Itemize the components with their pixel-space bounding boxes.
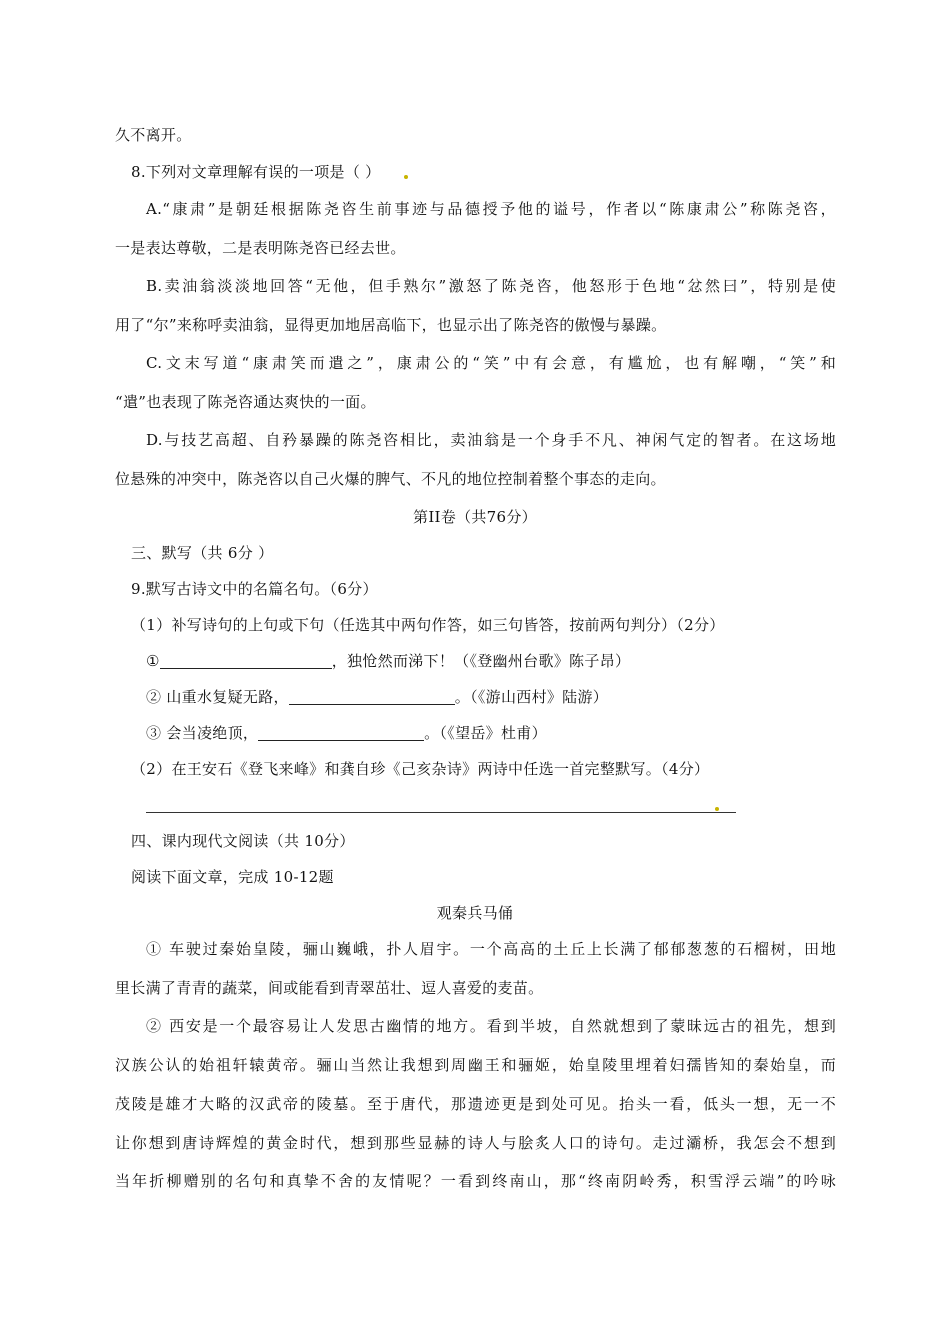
- question-8-stem: 8.下列对文章理解有误的一项是（ ）: [131, 163, 381, 181]
- option-d-line-2: 位悬殊的冲突中，陈尧咨以自己火爆的脾气、不凡的地位控制着整个事态的走向。: [115, 470, 666, 488]
- reading-instruction: 阅读下面文章，完成 10-12题: [131, 868, 334, 886]
- paragraph-2-line-2: 汉族公认的始祖轩辕黄帝。骊山当然让我想到周幽王和骊姬，始皇陵里埋着妇孺皆知的秦始皇，而: [115, 1056, 836, 1074]
- item-number: ①: [146, 652, 160, 670]
- option-b-line-2: 用了“尔”来称呼卖油翁，显得更加地居高临下，也显示出了陈尧咨的傲慢与暴躁。: [115, 316, 667, 334]
- question-9-stem: 9.默写古诗文中的名篇名句。（6分）: [131, 580, 378, 598]
- option-c-line-1: C.文末写道“康肃笑而遣之”，康肃公的“笑”中有会意，有尴尬，也有解嘲，“笑”和: [146, 354, 836, 372]
- option-c-line-2: “遣”也表现了陈尧咨通达爽快的一面。: [115, 393, 376, 411]
- text-line: 久不离开。: [115, 126, 192, 144]
- paragraph-2-line-5: 当年折柳赠别的名句和真挚不舍的友情呢？一看到终南山，那“终南阴岭秀，积雪浮云端”的吟咏: [115, 1172, 836, 1190]
- fill-blank-2: [146, 687, 608, 707]
- option-a-line-2: 一是表达尊敬，二是表明陈尧咨已经去世。: [115, 239, 406, 257]
- volume-heading: 第II卷（共76分）: [413, 508, 537, 526]
- option-d-line-1: D.与技艺高超、自矜暴躁的陈尧咨相比，卖油翁是一个身手不凡、神闲气定的智者。在这场地: [146, 431, 836, 449]
- blank-suffix: 。（《望岳》杜甫）: [424, 724, 547, 742]
- paragraph-1-line-2: 里长满了青青的蔬菜，间或能看到青翠茁壮、逗人喜爱的麦苗。: [115, 979, 544, 997]
- fill-blank-1: [146, 651, 630, 671]
- section-4-heading: 四、课内现代文阅读（共 10分）: [131, 832, 355, 850]
- paragraph-1-line-1: ① 车驶过秦始皇陵，骊山巍峨，扑人眉宇。一个高高的土丘上长满了郁郁葱葱的石榴树，田地: [146, 940, 836, 958]
- article-title: 观秦兵马俑: [436, 904, 514, 922]
- paragraph-2-line-4: 让你想到唐诗辉煌的黄金时代，想到那些显赫的诗人与脍炙人口的诗句。走过灞桥，我怎会不想到: [115, 1134, 836, 1152]
- blank-prefix: ② 山重水复疑无路，: [146, 688, 289, 706]
- blank-suffix: ，独怆然而涕下！（《登幽州台歌》陈子昂）: [331, 652, 631, 670]
- answer-blank[interactable]: [289, 688, 455, 705]
- option-a-line-1: A.“康肃”是朝廷根据陈尧咨生前事迹与品德授予他的谥号，作者以“陈康肃公”称陈尧咨，: [146, 200, 836, 218]
- fill-blank-3: [146, 723, 547, 743]
- section-3-heading: 三、默写（共 6分 ）: [131, 544, 274, 562]
- paragraph-2-line-1: ② 西安是一个最容易让人发思古幽情的地方。看到半坡，自然就想到了蒙昧远古的祖先，想到: [146, 1017, 836, 1035]
- blank-suffix: 。（《游山西村》陆游）: [454, 688, 609, 706]
- answer-line[interactable]: [146, 812, 736, 813]
- mark-dot: [404, 175, 408, 179]
- question-9-part-2: （2）在王安石《登飞来峰》和龚自珍《己亥杂诗》两诗中任选一首完整默写。（4分）: [131, 760, 710, 778]
- mark-dot: [715, 807, 719, 811]
- paragraph-2-line-3: 茂陵是雄才大略的汉武帝的陵墓。至于唐代，那遗迹更是到处可见。抬头一看，低头一想，无一不: [115, 1095, 836, 1113]
- answer-blank[interactable]: [258, 724, 424, 741]
- blank-prefix: ③ 会当凌绝顶，: [146, 724, 259, 742]
- question-9-part-1: （1）补写诗句的上句或下句（任选其中两句作答，如三句皆答，按前两句判分）（2分）: [131, 616, 725, 634]
- option-b-line-1: B.卖油翁淡淡地回答“无他，但手熟尔”激怒了陈尧咨，他怒形于色地“忿然曰”，特别是使: [146, 277, 836, 295]
- answer-blank[interactable]: [160, 652, 332, 669]
